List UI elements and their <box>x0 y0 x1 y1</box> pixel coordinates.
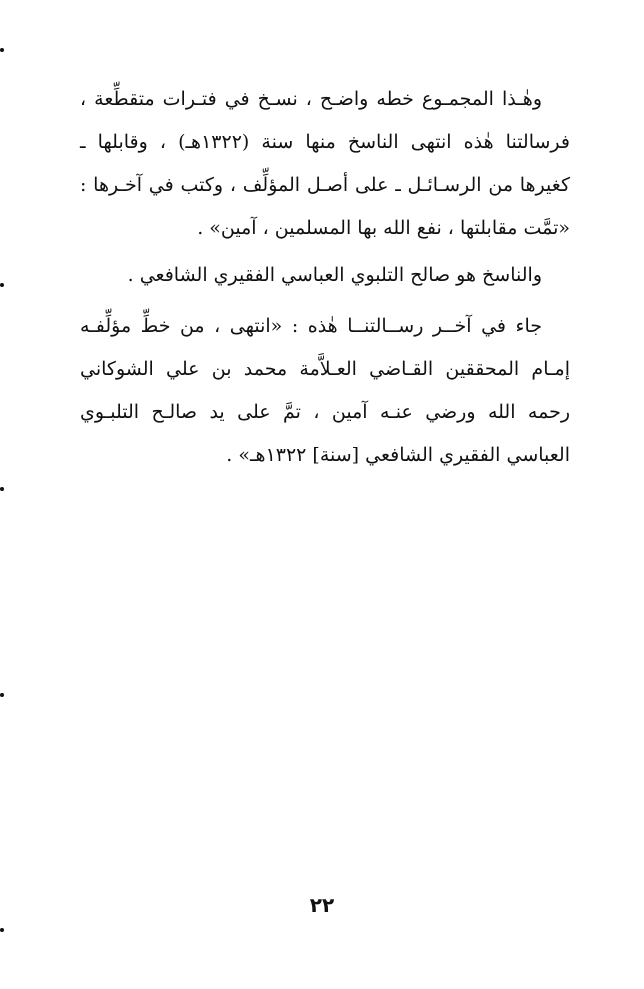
scan-edge-mark <box>0 693 4 697</box>
paragraph-text: والناسخ هو صالح التلبوي العباسي الفقيري الشافعي . <box>127 264 542 286</box>
scan-edge-mark <box>0 283 4 287</box>
paragraph-manuscript-description <box>80 78 570 250</box>
paragraph-copyist <box>80 254 570 297</box>
paragraph-colophon <box>80 305 570 477</box>
paragraph-text: وهٰـذا المجمـوع خطه واضـح ، نسـخ في فتـرات متقطِّعة ، فرسالتنا هٰذه انتهى الناسخ منها سنة (١٣٢٢هـ) ، وقابلها ـ كغيرها من الرسـائـل ـ على أصـل المؤلِّف ، وكتب في آخـرها : «تمَّت مقابلتها ، نفع الله بها المسلمين ، آمين» . <box>80 88 570 239</box>
scan-edge-mark <box>0 928 4 932</box>
scan-edge-mark <box>0 48 4 52</box>
paragraph-text: جاء في آخــر رســالتنــا هٰذه : «انتهى ، من خطِّ مؤلِّفـه إمـام المحققين القـاضي العـلاَّمة محمد بن علي الشوكاني رحمه الله ورضي عنـه آمين ، تمَّ على يد صالـح التلبـوي العباسي الفقيري الشافعي [سنة] ١٣٢٢هـ» . <box>80 315 571 466</box>
page-number: ٢٢ <box>309 893 335 917</box>
scan-edge-mark <box>0 487 4 491</box>
